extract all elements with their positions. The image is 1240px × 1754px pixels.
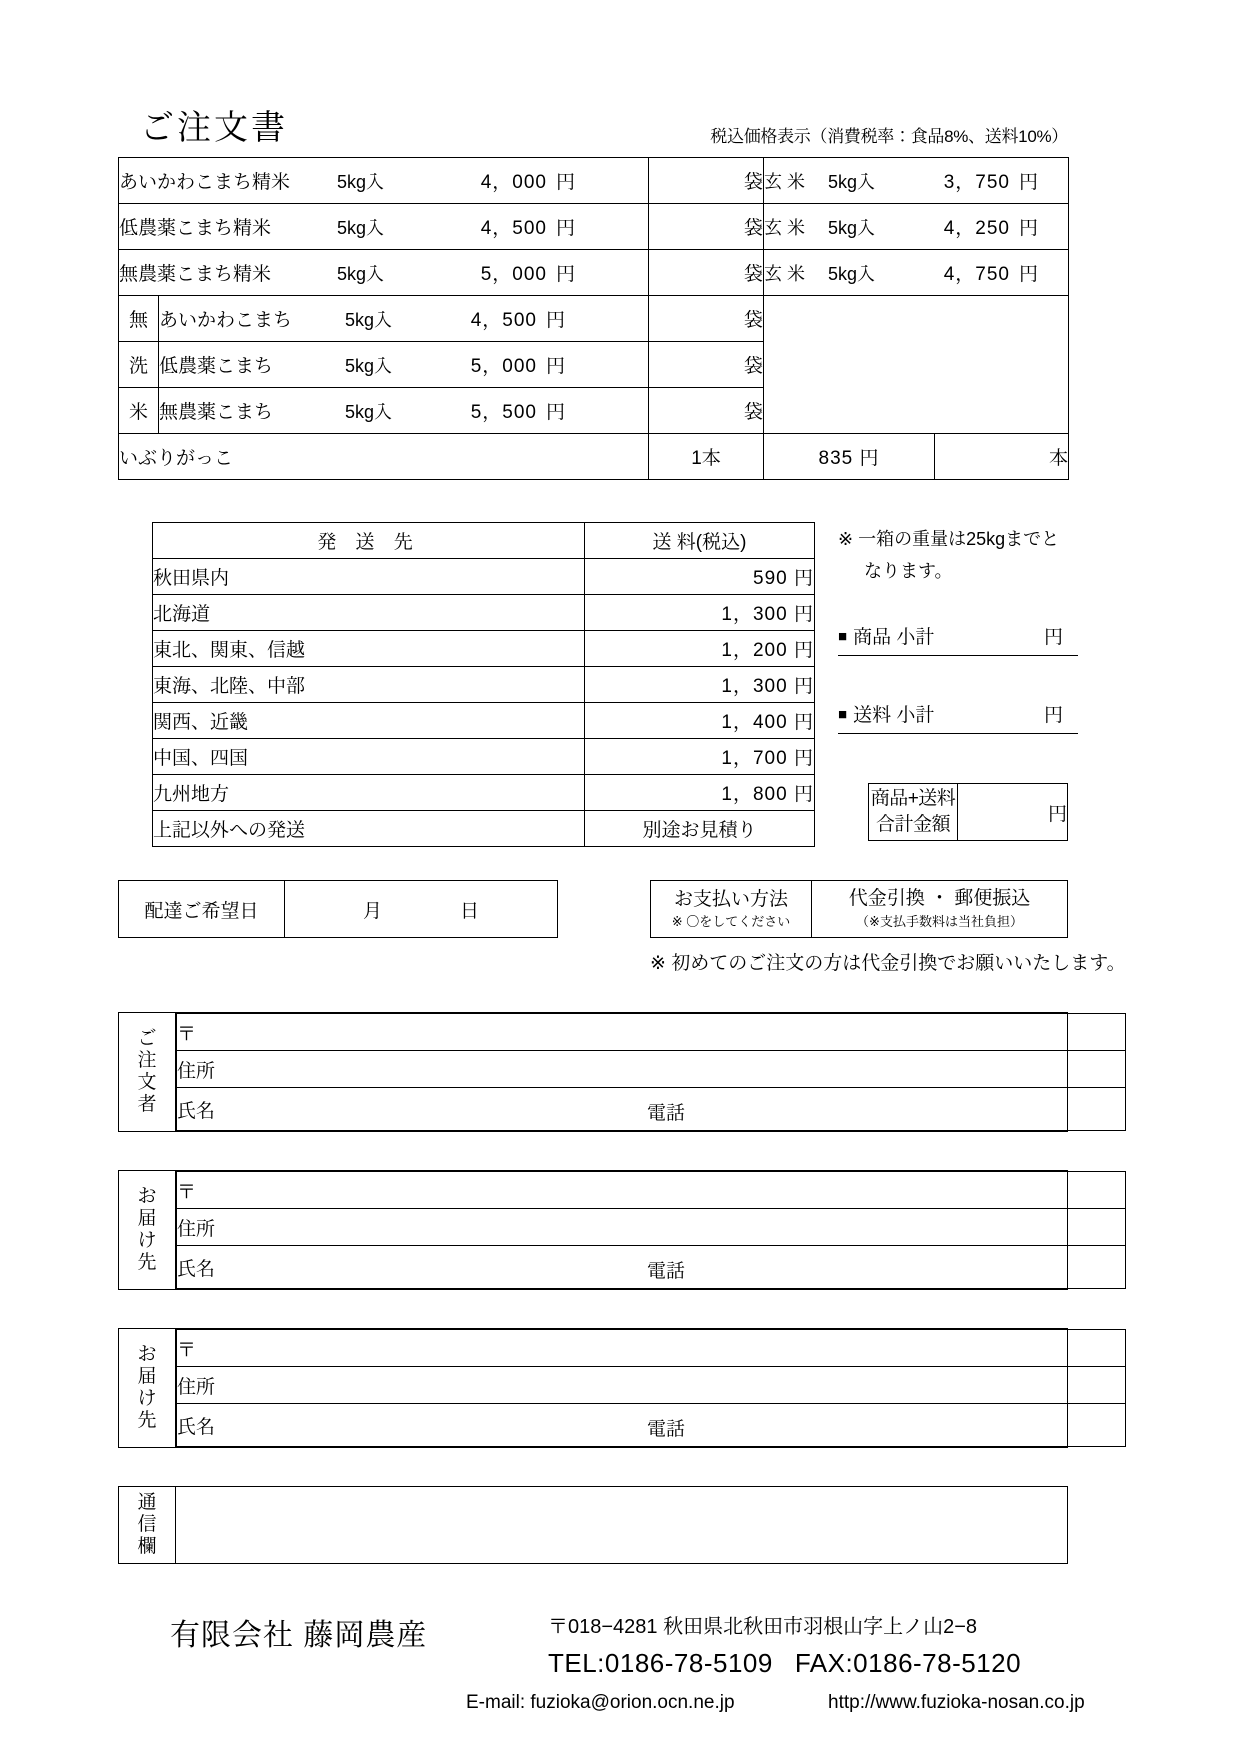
product-size: 5kg入	[337, 172, 385, 192]
square-bullet-icon: ■	[838, 628, 848, 645]
fee-value: 1，200	[721, 640, 788, 661]
table-row	[153, 667, 815, 703]
yen-label: 円	[793, 712, 814, 733]
table-row	[153, 811, 815, 847]
table-row	[153, 739, 815, 775]
destination-label: 北海道	[153, 595, 585, 631]
yen-label: 円	[546, 310, 566, 331]
goods-subtotal-yen: 円	[1044, 627, 1064, 648]
delivery-date-box	[118, 880, 558, 938]
shipping-fee-value	[585, 739, 815, 775]
page-title: ご注文書	[140, 109, 288, 147]
recipient-2-tel-label: 電話	[647, 1419, 686, 1440]
recipient-2-postal-input[interactable]: 〒	[177, 1330, 1126, 1367]
table-row	[153, 559, 815, 595]
fee-value: 1，800	[721, 784, 788, 805]
side-label-char: 先	[137, 1251, 157, 1273]
orderer-name-label: 氏名	[177, 1100, 216, 1122]
side-label-char: 先	[137, 1409, 157, 1431]
destination-label: 中国、四国	[153, 739, 585, 775]
product-price: 5，000	[480, 264, 547, 285]
fee-value: 1，300	[721, 676, 788, 697]
side-label-char: 注	[137, 1050, 157, 1072]
product-cell-brown	[764, 204, 1069, 250]
product-price: 4，500	[480, 218, 547, 239]
recipient-block-1	[118, 1170, 1068, 1290]
product-cell-polished	[119, 158, 649, 204]
recipient-2-fields	[176, 1329, 1068, 1448]
product-cell-brown	[764, 250, 1069, 296]
yen-label: 円	[556, 218, 576, 239]
table-row	[153, 595, 815, 631]
recipient-2-side-label	[119, 1329, 176, 1448]
table-header-row	[153, 523, 815, 559]
weight-note-line-1: ※ 一箱の重量は25kgまでと	[838, 529, 1060, 549]
recipient-1-tel-label: 電話	[647, 1261, 686, 1282]
product-price: 4，000	[480, 172, 547, 193]
product-name: 低農薬こまち	[159, 356, 274, 377]
delivery-date-input[interactable]	[285, 881, 558, 938]
yen-label: 円	[793, 748, 814, 769]
company-address: 〒018−4281 秋田県北秋田市羽根山字上ノ山2−8	[548, 1616, 978, 1638]
orderer-postal-input[interactable]: 〒	[177, 1014, 1126, 1051]
memo-input[interactable]	[176, 1487, 1068, 1564]
product-price: 4，500	[470, 310, 537, 331]
product-cell-brown	[764, 158, 1069, 204]
payment-options-text: 代金引換 ・ 郵便振込	[848, 888, 1031, 910]
orderer-block	[118, 1012, 1068, 1132]
table-row	[119, 250, 1069, 296]
product-name-iburigakko: いぶりがっこ	[119, 434, 649, 480]
yen-label: 円	[793, 640, 814, 661]
product-cell-musenmai	[159, 296, 649, 342]
empty-cell	[764, 296, 1069, 434]
column-header-fee: 送 料(税込)	[585, 523, 815, 559]
side-label-char: 信	[137, 1514, 157, 1536]
company-email[interactable]: E-mail: fuzioka@orion.ocn.ne.jp	[466, 1692, 735, 1713]
iburigakko-quantity: 1本	[649, 434, 764, 480]
side-label-char: け	[137, 1388, 157, 1409]
musenmai-label-char-1: 無	[119, 296, 159, 342]
company-tel-fax	[548, 1648, 1021, 1679]
side-label-char: け	[137, 1230, 157, 1251]
brown-rice-price: 4，250	[943, 218, 1011, 239]
square-bullet-icon: ■	[838, 706, 848, 723]
delivery-date-label: 配達ご希望日	[119, 881, 285, 938]
shipping-fee-table	[152, 522, 814, 847]
product-cell-musenmai	[159, 388, 649, 434]
side-label-char: お	[137, 1344, 157, 1366]
tax-inclusive-note: 税込価格表示（消費税率：食品8%、送料10%）	[710, 127, 1068, 146]
payment-label-text: お支払い方法	[673, 888, 788, 910]
destination-label: 上記以外への発送	[153, 811, 585, 847]
shipping-subtotal-rule	[838, 733, 1078, 734]
recipient-2-name-label: 氏名	[177, 1416, 216, 1438]
destination-label: 秋田県内	[153, 559, 585, 595]
product-size: 5kg入	[337, 218, 385, 238]
total-label-line-1: 商品+送料	[870, 788, 956, 810]
product-name: 無農薬こまち精米	[119, 264, 272, 285]
yen-label: 円	[546, 356, 566, 377]
payment-method-box	[650, 880, 1068, 938]
side-label-char: 欄	[137, 1535, 157, 1557]
payment-options-hint: （※支払手数料は当社負担）	[856, 914, 1023, 930]
orderer-address-input[interactable]: 住所	[177, 1051, 1126, 1088]
shipping-fee-value	[585, 703, 815, 739]
yen-label: 円	[793, 604, 814, 625]
first-order-note: ※ 初めてのご注文の方は代金引換でお願いいたします。	[650, 953, 1126, 974]
label-text: 送料 小計	[853, 705, 935, 726]
month-label: 月	[362, 900, 382, 922]
destination-label: 東北、関東、信越	[153, 631, 585, 667]
fee-value: 1，700	[721, 748, 788, 769]
product-size: 5kg入	[345, 402, 393, 422]
quantity-input-musenmai[interactable]: 袋	[649, 342, 764, 388]
quantity-input-polished[interactable]: 袋	[649, 250, 764, 296]
recipient-2-address-input[interactable]: 住所	[177, 1367, 1126, 1404]
yen-label: 円	[1019, 218, 1039, 239]
label-text: 商品 小計	[853, 627, 935, 648]
company-fax: FAX:0186-78-5120	[794, 1648, 1022, 1678]
yen-label: 円	[793, 676, 814, 697]
shipping-subtotal-yen: 円	[1044, 705, 1064, 726]
price-value: 835	[818, 448, 854, 469]
fee-value: 1，400	[721, 712, 788, 733]
orderer-name-tel-row[interactable]	[177, 1088, 1126, 1131]
orderer-fields	[176, 1013, 1068, 1132]
product-cell-polished	[119, 250, 649, 296]
product-name: あいかわこまち	[159, 310, 293, 331]
recipient-2-name-tel-row[interactable]	[177, 1404, 1126, 1447]
shipping-fee-value	[585, 775, 815, 811]
table-row	[119, 204, 1069, 250]
company-website-url[interactable]: http://www.fuzioka-nosan.co.jp	[828, 1692, 1085, 1713]
table-row	[119, 434, 1069, 480]
fee-value: 1，300	[721, 604, 788, 625]
yen-label: 円	[1019, 172, 1039, 193]
side-label-char: ご	[137, 1028, 157, 1050]
shipping-fee-value	[585, 631, 815, 667]
table-row	[153, 631, 815, 667]
product-cell-polished	[119, 204, 649, 250]
payment-options[interactable]	[812, 881, 1068, 938]
orderer-tel-label: 電話	[647, 1103, 686, 1124]
quantity-input-polished[interactable]: 袋	[649, 158, 764, 204]
shipping-subtotal-label	[838, 700, 934, 727]
company-tel: TEL:0186-78-5109	[548, 1648, 773, 1678]
yen-label: 円	[859, 448, 880, 469]
recipient-block-2	[118, 1328, 1068, 1448]
quantity-input-iburigakko[interactable]: 本	[935, 434, 1069, 479]
product-name: 無農薬こまち	[159, 402, 274, 423]
recipient-1-address-input[interactable]: 住所	[177, 1209, 1126, 1246]
yen-label: 円	[556, 172, 576, 193]
brown-rice-label: 玄 米	[764, 218, 806, 238]
recipient-1-name-label: 氏名	[177, 1258, 216, 1280]
side-label-char: 届	[137, 1208, 157, 1230]
product-name: 低農薬こまち精米	[119, 218, 272, 239]
grand-total-label	[869, 784, 958, 841]
brown-rice-price: 3，750	[943, 172, 1011, 193]
musenmai-label-char-3: 米	[119, 388, 159, 434]
table-row	[153, 703, 815, 739]
product-name: あいかわこまち精米	[119, 172, 291, 193]
company-name: 有限会社 藤岡農産	[170, 1619, 428, 1652]
recipient-1-side-label	[119, 1171, 176, 1290]
brown-rice-size: 5kg入	[828, 172, 876, 192]
brown-rice-label: 玄 米	[764, 264, 806, 284]
payment-method-label	[651, 881, 812, 938]
product-size: 5kg入	[345, 356, 393, 376]
memo-side-label	[119, 1487, 176, 1564]
quantity-input-musenmai[interactable]: 袋	[649, 296, 764, 342]
weight-note-line-2: なります。	[864, 560, 953, 581]
orderer-side-label	[119, 1013, 176, 1132]
brown-rice-size: 5kg入	[828, 264, 876, 284]
iburigakko-price	[764, 434, 935, 479]
product-order-table	[118, 157, 1068, 480]
side-label-char: 通	[137, 1492, 157, 1514]
yen-label: 円	[556, 264, 576, 285]
table-row	[153, 775, 815, 811]
destination-label: 九州地方	[153, 775, 585, 811]
shipping-fee-value	[585, 559, 815, 595]
product-size: 5kg入	[337, 264, 385, 284]
column-header-destination: 発 送 先	[153, 523, 585, 559]
recipient-1-postal-input[interactable]: 〒	[177, 1172, 1126, 1209]
recipient-1-name-tel-row[interactable]	[177, 1246, 1126, 1289]
total-label-line-2: 合計金額	[875, 814, 950, 835]
goods-subtotal-label	[838, 622, 934, 649]
table-row	[119, 158, 1069, 204]
brown-rice-price: 4，750	[943, 264, 1011, 285]
document-header	[118, 100, 1068, 156]
side-label-char: 文	[137, 1072, 157, 1093]
shipping-fee-value	[585, 667, 815, 703]
yen-label: 円	[793, 784, 814, 805]
weight-limit-note	[838, 524, 1078, 587]
quantity-input-musenmai[interactable]: 袋	[649, 388, 764, 434]
payment-label-hint: ※ 〇をしてください	[671, 913, 791, 929]
side-label-char: 者	[137, 1093, 157, 1115]
shipping-fee-value	[585, 595, 815, 631]
quantity-input-polished[interactable]: 袋	[649, 204, 764, 250]
product-size: 5kg入	[345, 310, 393, 330]
recipient-1-fields	[176, 1171, 1068, 1290]
product-price: 5，500	[470, 402, 537, 423]
shipping-fee-value: 別途お見積り	[585, 811, 815, 847]
destination-label: 東海、北陸、中部	[153, 667, 585, 703]
yen-label: 円	[546, 402, 566, 423]
side-label-char: 届	[137, 1366, 157, 1388]
brown-rice-label: 玄 米	[764, 172, 806, 192]
memo-block	[118, 1486, 1068, 1564]
fee-value: 590	[753, 568, 788, 589]
goods-subtotal-rule	[838, 655, 1078, 656]
grand-total-input[interactable]: 円	[958, 784, 1068, 841]
musenmai-label-char-2: 洗	[119, 342, 159, 388]
table-row	[119, 296, 1069, 342]
product-price: 5，000	[470, 356, 537, 377]
day-label: 日	[460, 900, 480, 922]
brown-rice-size: 5kg入	[828, 218, 876, 238]
side-label-char: お	[137, 1186, 157, 1208]
yen-label: 円	[1019, 264, 1039, 285]
grand-total-box	[868, 783, 1068, 841]
iburigakko-price-cell	[764, 434, 1069, 480]
product-cell-musenmai	[159, 342, 649, 388]
yen-label: 円	[793, 568, 814, 589]
destination-label: 関西、近畿	[153, 703, 585, 739]
